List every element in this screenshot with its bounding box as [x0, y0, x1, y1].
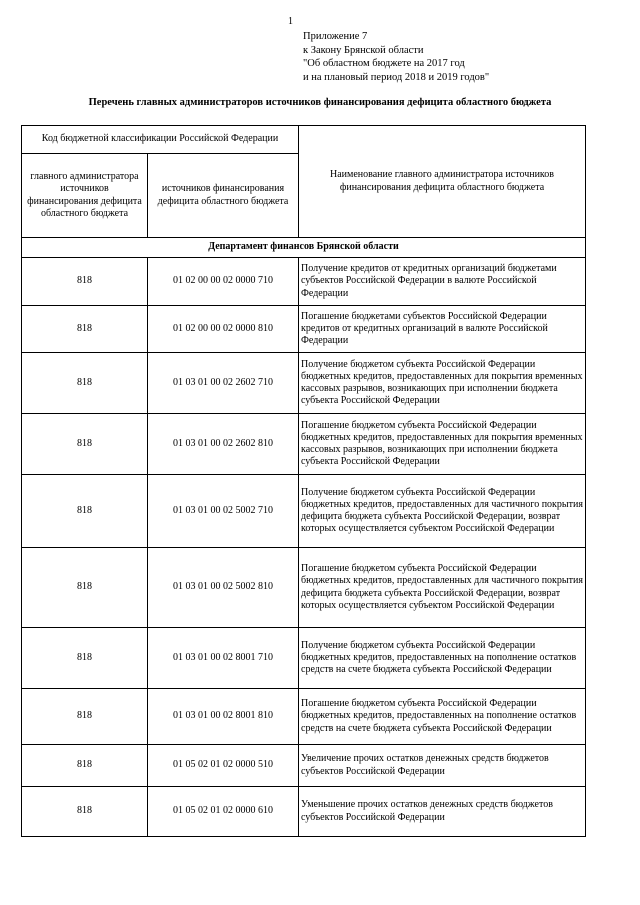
name-cell: Погашение бюджетами субъектов Российской Федерации кредитов от кредитных организаций в валюте Российской Федерации: [299, 306, 586, 353]
source-code-cell: 01 03 01 00 02 8001 710: [148, 628, 299, 689]
name-cell: Получение бюджетом субъекта Российской Федерации бюджетных кредитов, предоставленных для покрытия временных кассовых разрывов, возникающих при исполнении бюджета субъекта Российской Федерации: [299, 353, 586, 414]
source-code-cell: 01 03 01 00 02 5002 810: [148, 548, 299, 628]
table-row: [22, 475, 586, 548]
admin-code-cell: 818: [22, 548, 148, 628]
department-row: [22, 238, 586, 258]
name-cell: Погашение бюджетом субъекта Российской Федерации бюджетных кредитов, предоставленных на пополнение остатков средств на счете бюджета субъекта Российской Федерации: [299, 689, 586, 745]
name-cell: Погашение бюджетом субъекта Российской Федерации бюджетных кредитов, предоставленных для частичного покрытия дефицита бюджета субъекта Российской Федерации, возврат которых осуществляется субъектом Российской Федерации: [299, 548, 586, 628]
name-cell: Получение бюджетом субъекта Российской Федерации бюджетных кредитов, предоставленных для частичного покрытия дефицита бюджета субъекта Российской Федерации, возврат которых осуществляется субъектом Российской Федерации: [299, 475, 586, 548]
header-code-group: Код бюджетной классификации Российской Федерации: [22, 126, 299, 154]
table-header-row: [22, 126, 586, 154]
admin-code-cell: 818: [22, 745, 148, 787]
name-cell: Увеличение прочих остатков денежных средств бюджетов субъектов Российской Федерации: [299, 745, 586, 787]
document-title: Перечень главных администраторов источников финансирования дефицита областного бюджета: [88, 97, 552, 108]
admin-code-cell: 818: [22, 353, 148, 414]
table-row: [22, 787, 586, 837]
name-cell: Получение бюджетом субъекта Российской Федерации бюджетных кредитов, предоставленных на пополнение остатков средств на счете бюджета субъекта Российской Федерации: [299, 628, 586, 689]
table-row: [22, 689, 586, 745]
header-admin: главного администратора источников финансирования дефицита областного бюджета: [22, 154, 148, 238]
admin-code-cell: 818: [22, 258, 148, 306]
table-row: [22, 414, 586, 475]
source-code-cell: 01 03 01 00 02 8001 810: [148, 689, 299, 745]
admin-code-cell: 818: [22, 414, 148, 475]
table-row: [22, 353, 586, 414]
administrators-table: [21, 125, 586, 837]
header-source: источников финансирования дефицита областного бюджета: [148, 154, 299, 238]
admin-code-cell: 818: [22, 689, 148, 745]
name-cell: Уменьшение прочих остатков денежных средств бюджетов субъектов Российской Федерации: [299, 787, 586, 837]
appendix-line: и на плановый период 2018 и 2019 годов": [303, 71, 490, 83]
name-cell: Погашение бюджетом субъекта Российской Федерации бюджетных кредитов, предоставленных для покрытия временных кассовых разрывов, возникающих при исполнении бюджета субъекта Российской Федерации: [299, 414, 586, 475]
appendix-line: Приложение 7: [303, 31, 368, 42]
page-number: 1: [288, 16, 293, 27]
table-row: [22, 306, 586, 353]
header-name: Наименование главного администратора источников финансирования дефицита областного бюджета: [299, 126, 586, 238]
source-code-cell: 01 05 02 01 02 0000 510: [148, 745, 299, 787]
source-code-cell: 01 03 01 00 02 5002 710: [148, 475, 299, 548]
source-code-cell: 01 02 00 00 02 0000 710: [148, 258, 299, 306]
admin-code-cell: 818: [22, 628, 148, 689]
source-code-cell: 01 03 01 00 02 2602 710: [148, 353, 299, 414]
table-row: [22, 745, 586, 787]
source-code-cell: 01 05 02 01 02 0000 610: [148, 787, 299, 837]
appendix-line: "Об областном бюджете на 2017 год: [303, 58, 465, 70]
appendix-line: к Закону Брянской области: [303, 44, 424, 56]
table-row: [22, 258, 586, 306]
department-name: Департамент финансов Брянской области: [22, 238, 586, 258]
admin-code-cell: 818: [22, 475, 148, 548]
name-cell: Получение кредитов от кредитных организаций бюджетами субъектов Российской Федерации в валюте Российской Федерации: [299, 258, 586, 306]
table-row: [22, 548, 586, 628]
admin-code-cell: 818: [22, 306, 148, 353]
appendix-heading: [303, 30, 489, 84]
admin-code-cell: 818: [22, 787, 148, 837]
table-row: [22, 628, 586, 689]
source-code-cell: 01 02 00 00 02 0000 810: [148, 306, 299, 353]
source-code-cell: 01 03 01 00 02 2602 810: [148, 414, 299, 475]
